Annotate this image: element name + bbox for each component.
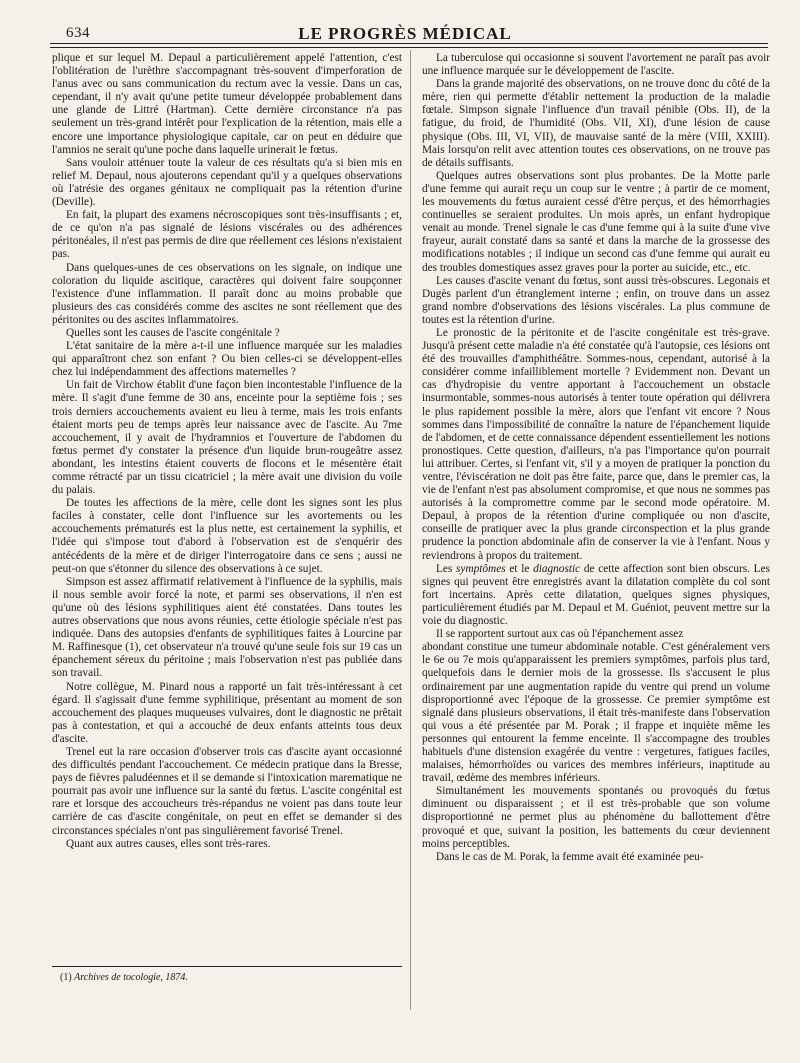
paragraph: Les causes d'ascite venant du fœtus, sont aussi très-obscures. Legonais et Dugès parlent d'un étranglement interne ; enfin, on trouve dans un assez grand nombre d'observations des lésions viscérales. La plus commune de toutes est la rétention d'urine. <box>422 274 770 326</box>
left-column <box>52 52 402 952</box>
paragraph: Un fait de Virchow établit d'une façon bien incontestable l'influence de la mère. Il s'agit d'une femme de 30 ans, enceinte pour la septième fois ; ses trois derniers accouchements avaient eu lieu à terme, mais les trois enfants étaient morts peu de temps après leur naissance avec de l'ascite. Au 7me accouchement, il y avait de l'hydramnios et l'ouverture de l'abdomen du fœtus permet d'y constater la présence d'un liquide brun-rougeâtre assez abondant, les intestins étaient couverts de flocons et le mésentère était comme rétracté par un tissu cicatriciel ; la mère avait une division du voile du palais. <box>52 379 402 497</box>
page-header <box>44 22 766 44</box>
footnote <box>60 972 400 984</box>
paragraph: Notre collègue, M. Pinard nous a rapporté un fait très-intéressant à cet égard. Il s'agissait d'une femme syphilitique, présentant au moment de son accouchement des plaques muqueuses vulvaires, dont le diagnostic ne prêtait pas à contestation, et qui a accouché de deux enfants atteints tous deux d'ascite. <box>52 680 402 745</box>
right-column <box>422 52 770 1057</box>
page-number: 634 <box>66 25 90 41</box>
paragraph: Dans quelques-unes de ces observations on les signale, on indique une coloration du liquide ascitique, caractères qui doivent faire soupçonner l'existence d'une inflammation. Il paraît donc au moins probable que plusieurs des cas considérés comme des ascites ne sont réellement que des péritonites ou des ascites inflammatoires. <box>52 261 402 326</box>
paragraph: plique et sur lequel M. Depaul a particulièrement appelé l'attention, c'est l'oblitération de l'urèthre s'accompagnant très-souvent d'imperforation de l'anus avec ou sans communication du rectum avec la vessie. Dans un cas, cependant, il n'y avait qu'une petite tumeur développée probablement dans une glande de Littré (Hartman). Cette dernière circonstance n'a pas seulement un très-grand intérêt pour l'explication de la rétention, mais elle a encore une importance physiologique capitale, car on peut en déduire que l'amnios ne serait qu'une poche dans laquelle urinerait le fœtus. <box>52 52 402 156</box>
partial-line: Il se rapportent surtout aux cas où l'épanchement assez <box>436 628 684 641</box>
text-run: et le <box>505 562 534 575</box>
paragraph: Sans vouloir atténuer toute la valeur de ces résultats qu'a si bien mis en relief M. Depaul, nous ajouterons cependant qu'il y a quelques observations où l'atrésie des organes génitaux ne compliquait pas la rétention d'urine (Deville). <box>52 156 402 209</box>
emphasis-symptomes: symptômes <box>456 562 506 575</box>
paragraph: Dans la grande majorité des observations, on ne trouve donc du côté de la mère, rien qui permette d'établir nettement la production de la maladie fœtale. Simpson signale l'influence d'un travail pénible (Obs. II), de la fatigue, du froid, de l'humidité (Obs. VII, XI), d'une lésion de cause physique (Obs. III, VI, VII), de mauvaise santé de la mère (VIII, XXIII). Mais lorsqu'on relit avec attention toutes ces observations, on ne trouve pas de détails suffisants. <box>422 78 770 169</box>
header-rule-bottom <box>50 47 768 48</box>
header-rule-top <box>50 43 768 44</box>
paragraph: De toutes les affections de la mère, celle dont les signes sont les plus faciles à constater, celle dont l'influence sur les avortements ou les accouchements prématurés est la plus nette, est certainement la syphilis, et l'idée qui s'impose tout d'abord à l'observation est de s'enquérir des antécédents de la mère et de diriger l'interrogatoire dans ce sens ; aussi ne peut-on que s'étonner du silence des observations à ce sujet. <box>52 497 402 575</box>
paragraph: Trenel eut la rare occasion d'observer trois cas d'ascite ayant occasionné des difficultés pendant l'accouchement. Ce médecin pratique dans la Bresse, pays de fièvres paludéennes et il se demande si l'intoxication marematique ne pourrait pas avoir une influence sur la santé du fœtus. L'ascite congénital est rare et lorsque des accoucheurs très-répandus ne voient pas dans toute leur carrière de cas d'ascite congénitale, on peut en effet se demander si des circonstances spéciales n'ont pas singulièrement favorisé Trenel. <box>52 745 402 837</box>
emphasis-diagnostic: diagnostic <box>533 562 581 575</box>
paragraph: La tuberculose qui occasionne si souvent l'avortement ne paraît pas avoir une influence marquée sur le développement de l'ascite. <box>422 52 770 78</box>
paragraph: abondant constitue une tumeur abdominale notable. C'est généralement vers le 6e ou 7e mois qu'apparaissent les premiers symptômes, parfois plus tard, quelquefois dans le dernier mois de la grossesse. Ils s'accusent le plus ordinairement par une augmentation rapide du ventre qui prend un volume disproportionné avec l'époque de la grossesse. Ce premier symptôme est signalé dans plusieurs observations, il était très-manifeste dans l'observation qui vous a été présentée par M. Porak ; il frappe et inquiète même les personnes qui entourent la femme enceinte. Il s'accompagne des troubles habituels d'une distension exagérée du ventre : vergetures, fatigues faciles, malaises, hémorrhoïdes ou varices des membres inférieurs, inaptitude au travail, œdème des membres inférieurs. <box>422 641 770 785</box>
column-divider <box>410 50 411 1010</box>
paragraph: Quelles sont les causes de l'ascite congénitale ? <box>66 326 280 339</box>
text-run: Les <box>436 562 457 575</box>
paragraph: Quelques autres observations sont plus probantes. De la Motte parle d'une femme qui aurait reçu un coup sur le ventre ; à partir de ce moment, les mouvements du fœtus auraient cessé d'être perçus, et des hémorrhagies continuelles se seraient produites. Un mois après, un enfant hydropique venait au monde. Trenel signale le cas d'une femme qui à la suite d'une vive frayeur, aurait constaté dans sa santé et dans la marche de la grossesse des modifications notables ; il indique un second cas d'une femme qui aurait eu des troubles domestiques assez graves pour la porter au suicide, etc., etc. <box>422 169 770 274</box>
footnote-source: Archives de tocologie, 1874. <box>74 972 188 983</box>
paragraph: L'état sanitaire de la mère a-t-il une influence marquée sur les maladies qui apparaîtront chez son enfant ? Ou bien celles-ci se développent-elles chez lui indépendamment des affections maternelles ? <box>52 340 402 379</box>
footnote-rule <box>52 966 402 967</box>
paragraph: Dans le cas de M. Porak, la femme avait été examinée peu- <box>436 850 704 863</box>
running-head: LE PROGRÈS MÉDICAL <box>298 24 512 43</box>
paragraph: Le pronostic de la péritonite et de l'ascite congénitale est très-grave. Jusqu'à présent cette maladie n'a été constatée qu'à l'autopsie, ces lésions ont été des trouvailles d'amphithéâtre. Sommes-nous, cependant, autorisé à la considérer comme infailliblement mortelle ? Evidemment non. Devant un cas d'hydropisie du ventre apportant à l'accouchement un obstacle insurmontable, sommes-nous autorisés à tenter toute opération qui délivrera le plus rapidement possible la mère, alors que l'enfant vit encore ? Nous sommes dans l'impossibilité de connaître la nature de l'épanchement liquide de l'abdomen, et de cette connaissance dépendent essentiellement les notions pronostiques. Cette question, d'ailleurs, n'a pas l'importance qu'on pourrait lui attribuer. Certes, si l'enfant vit, s'il y a moyen de pratiquer la ponction du ventre, l'éviscération ne doit pas être faite, parce que, dans le premier cas, la vie de l'enfant n'est pas absolument compromise, et que nous ne sommes pas autorisés à la compromettre comme par le second mode opératoire. M. Depaul, à propos de la rétention d'urine compliquée ou non d'ascite, conseille de pratiquer avec la plus grande circonspection et la plus grande prudence la ponction abdominale afin de conserver la vie à l'enfant. Nous y reviendrons à propos du traitement. <box>422 326 770 562</box>
paragraph: En fait, la plupart des examens nécroscopiques sont très-insuffisants ; et, de ce qu'on n'a pas signalé de lésions viscérales ou des adhérences péritonéales, il n'est pas permis de dire que réellement ces lésions n'existaient pas. <box>52 209 402 261</box>
footnote-marker: (1) <box>60 972 72 983</box>
text-run: de cette affection sont bien obscurs. Les signes qui peuvent être enregistrés avant la dilatation complète du col sont fort incertains. Après cette dilatation, quelques signes physiques, particulièrement étudiés par M. Depaul et M. Guéniot, peuvent mettre sur la voie du diagnostic. <box>422 562 770 628</box>
paragraph: Simpson est assez affirmatif relativement à l'influence de la syphilis, mais il nous semble avoir forcé la note, et parmi ses observations, il n'en est qu'une où des lésions syphilitiques aient été constatées. Dans toutes les autres observations que nous avons réunies, cette étiologie spéciale n'est pas indiquée. Dans des autopsies d'enfants de syphilitiques faites à Lourcine par M. Raffinesque (1), cet observateur n'a trouvé qu'une seule fois sur 19 cas un épanchement séreux du péritoine ; mais l'observation n'est pas publiée dans son travail. <box>52 575 402 680</box>
symptoms-paragraph <box>422 563 770 628</box>
paragraph: Simultanément les mouvements spontanés ou provoqués du fœtus diminuent ou disparaissent ; et il est très-probable que son volume disproportionné ne permet plus au phénomène du ballottement d'être provoqué et que, suivant la position, les battements du cœur deviennent moins perceptibles. <box>422 785 770 850</box>
paragraph: Quant aux autres causes, elles sont très-rares. <box>66 837 271 850</box>
